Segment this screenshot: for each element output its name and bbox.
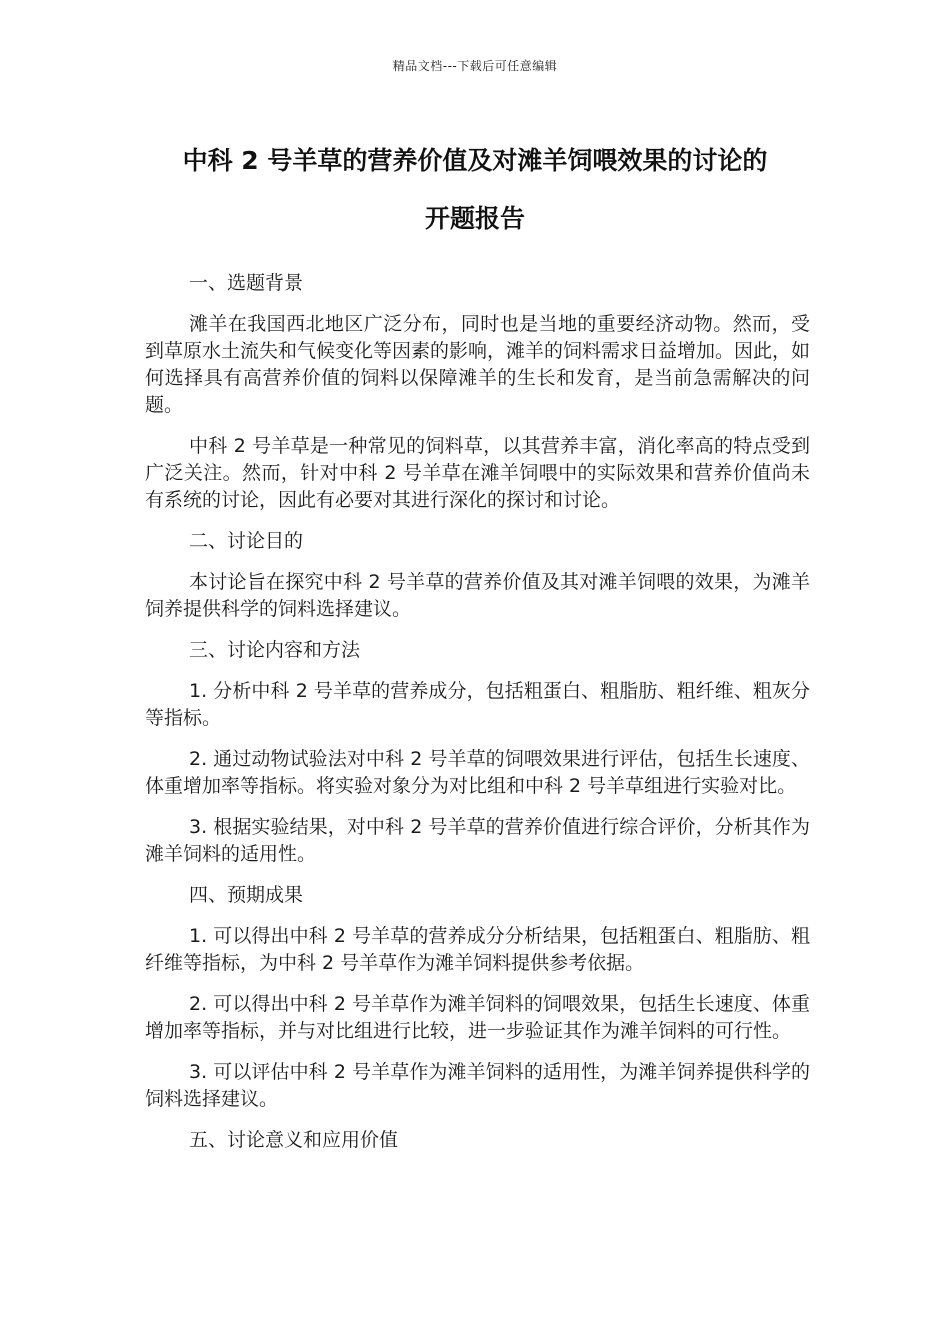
list-item: 1. 分析中科 2 号羊草的营养成分，包括粗蛋白、粗脂肪、粗纤维、粗灰分等指标。 <box>145 680 810 729</box>
section-heading-outcomes: 四、预期成果 <box>189 884 304 906</box>
title-line-1: 中科 2 号羊草的营养价值及对滩羊饲喂效果的讨论的 <box>182 146 768 175</box>
document-body <box>145 270 810 1168</box>
section-heading-methods: 三、讨论内容和方法 <box>189 639 361 661</box>
document-title <box>120 132 830 248</box>
header-note: 精品文档---下载后可任意编辑 <box>392 59 558 73</box>
paragraph: 滩羊在我国西北地区广泛分布，同时也是当地的重要经济动物。然而，受到草原水土流失和气候变化等因素的影响，滩羊的饲料需求日益增加。因此，如何选择具有高营养价值的饲料以保障滩羊的生长和发育，是当前急需解决的问题。 <box>145 313 811 416</box>
list-item: 3. 根据实验结果，对中科 2 号羊草的营养价值进行综合评价，分析其作为滩羊饲料的适用性。 <box>145 816 810 865</box>
list-item: 2. 通过动物试验法对中科 2 号羊草的饲喂效果进行评估，包括生长速度、体重增加率等指标。将实验对象分为对比组和中科 2 号羊草组进行实验对比。 <box>145 748 810 797</box>
section-heading-significance: 五、讨论意义和应用价值 <box>189 1129 399 1151</box>
list-item: 3. 可以评估中科 2 号羊草作为滩羊饲料的适用性，为滩羊饲养提供科学的饲料选择建议。 <box>145 1061 810 1110</box>
list-item: 2. 可以得出中科 2 号羊草作为滩羊饲料的饲喂效果，包括生长速度、体重增加率等指标，并与对比组进行比较，进一步验证其作为滩羊饲料的可行性。 <box>145 993 810 1042</box>
title-line-2: 开题报告 <box>424 204 525 233</box>
paragraph: 中科 2 号羊草是一种常见的饲料草，以其营养丰富，消化率高的特点受到广泛关注。然而，针对中科 2 号羊草在滩羊饲喂中的实际效果和营养价值尚未有系统的讨论，因此有必要对其进行深化的探讨和讨论。 <box>145 435 810 511</box>
list-item: 1. 可以得出中科 2 号羊草的营养成分分析结果，包括粗蛋白、粗脂肪、粗纤维等指标，为中科 2 号羊草作为滩羊饲料提供参考依据。 <box>145 925 810 974</box>
section-heading-background: 一、选题背景 <box>189 272 304 294</box>
section-heading-purpose: 二、讨论目的 <box>189 530 304 552</box>
paragraph: 本讨论旨在探究中科 2 号羊草的营养价值及其对滩羊饲喂的效果，为滩羊饲养提供科学的饲料选择建议。 <box>145 571 810 620</box>
